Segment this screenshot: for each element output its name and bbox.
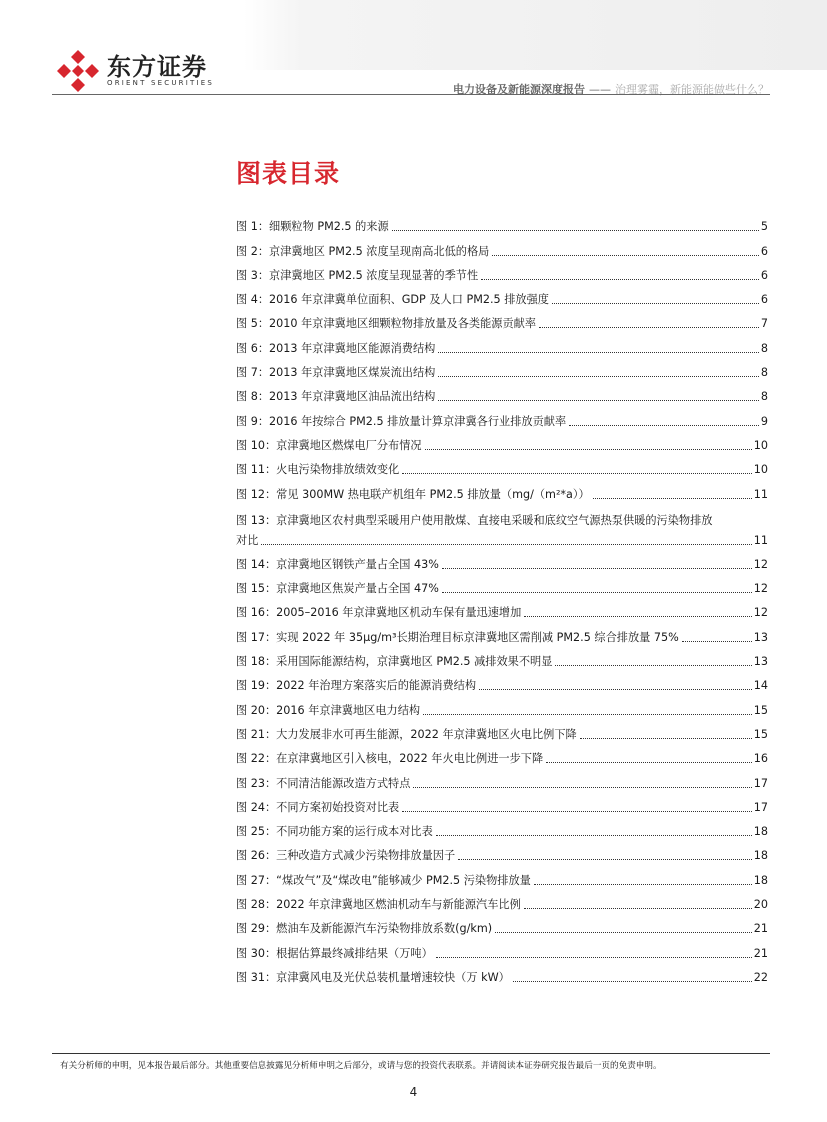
toc-dot-leader [458,859,752,860]
toc-entry[interactable] [236,572,768,596]
toc-dot-leader [539,327,759,328]
toc-entry-title: 图 24：不同方案初始投资对比表 [236,800,400,814]
toc-entry-title: 图 18：采用国际能源结构，京津冀地区 PM2.5 减排效果不明显 [236,655,553,669]
report-title-main: 电力设备及新能源深度报告 [453,83,585,96]
toc-entry-title: 图 12：常见 300MW 热电联产机组年 PM2.5 排放量（mg/（m²*a）） [236,487,590,501]
header-divider [52,94,770,95]
toc-entry-title: 图 16：2005–2016 年京津冀地区机动车保有量迅速增加 [236,606,522,620]
toc-entry[interactable] [236,453,768,477]
toc-dot-leader [436,957,752,958]
toc-dot-leader [438,376,759,377]
toc-entry-page: 7 [760,317,768,331]
toc-dot-leader [492,255,759,256]
toc-dot-leader [495,932,752,933]
toc-entry[interactable] [236,210,768,234]
toc-entry[interactable] [236,596,768,620]
toc-entry-title: 图 3：京津冀地区 PM2.5 浓度呈现显著的季节性 [236,268,479,282]
toc-dot-leader [436,835,752,836]
logo-chinese-name: 东方证券 [107,53,207,81]
report-title-subtitle: 治理雾霾，新能源能做些什么？ [615,83,769,96]
toc-entry[interactable] [236,356,768,380]
toc-dot-leader [546,762,752,763]
toc-entry-title: 图 22：在京津冀地区引入核电，2022 年火电比例进一步下降 [236,752,544,766]
toc-entry-page: 12 [753,582,768,596]
toc-entry[interactable] [236,259,768,283]
toc-entry[interactable] [236,404,768,428]
orient-logo-icon [55,48,101,94]
toc-dot-leader [261,544,751,545]
toc-dot-leader [552,303,759,304]
toc-entry[interactable] [236,742,768,766]
toc-entry[interactable] [236,888,768,912]
toc-dot-leader [481,279,759,280]
toc-entry[interactable] [236,283,768,307]
toc-entry-page: 16 [753,752,768,766]
toc-entry-continuation[interactable] [236,528,768,548]
toc-entry-page: 8 [760,341,768,355]
toc-dot-leader [423,714,752,715]
footer-disclaimer: 有关分析师的申明，见本报告最后部分。其他重要信息披露见分析师申明之后部分，或请与您的投资代表联系。并请阅读本证券研究报告最后一页的免责申明。 [60,1061,662,1071]
toc-entry[interactable] [236,693,768,717]
toc-entry-page: 11 [753,533,768,547]
toc-dot-leader [425,449,752,450]
toc-entry-page: 9 [760,414,768,428]
table-of-figures [236,210,768,985]
toc-dot-leader [392,230,759,231]
toc-entry-page: 15 [753,727,768,741]
toc-entry-title: 图 30：根据估算最终减排结果（万吨） [236,946,433,960]
toc-entry-page: 14 [753,679,768,693]
toc-dot-leader [402,811,752,812]
toc-dot-leader [555,665,751,666]
toc-entry-page: 6 [760,244,768,258]
toc-entry[interactable] [236,936,768,960]
toc-dot-leader [524,908,752,909]
toc-entry-page: 5 [760,220,768,234]
toc-dot-leader [593,498,752,499]
toc-entry[interactable] [236,961,768,985]
toc-entry[interactable] [236,669,768,693]
toc-entry-title: 图 2：京津冀地区 PM2.5 浓度呈现南高北低的格局 [236,244,490,258]
toc-entry[interactable] [236,477,768,501]
toc-entry-page: 8 [760,366,768,380]
toc-dot-leader [682,641,752,642]
toc-dot-leader [438,352,759,353]
toc-entry[interactable] [236,307,768,331]
header-decoration-band [244,0,827,70]
toc-entry-title: 图 23：不同清洁能源改造方式特点 [236,776,411,790]
toc-entry-page: 15 [753,703,768,717]
toc-entry-page: 13 [753,655,768,669]
toc-entry-title: 图 10：京津冀地区燃煤电厂分布情况 [236,438,422,452]
toc-entry[interactable] [236,234,768,258]
toc-entry-page: 10 [753,438,768,452]
toc-entry-title: 图 26：三种改造方式减少污染物排放量因子 [236,849,456,863]
toc-entry-page: 18 [753,825,768,839]
toc-entry-page: 21 [753,922,768,936]
toc-entry[interactable] [236,863,768,887]
toc-dot-leader [402,473,752,474]
toc-dot-leader [479,689,752,690]
toc-entry-page: 21 [753,946,768,960]
toc-entry-page: 17 [753,800,768,814]
toc-entry-title: 图 29：燃油车及新能源汽车污染物排放系数(g/km) [236,922,493,936]
toc-entry-page: 20 [753,898,768,912]
toc-entry-page: 13 [753,630,768,644]
toc-entry-title: 图 6：2013 年京津冀地区能源消费结构 [236,341,436,355]
toc-entry-title: 图 31：京津冀风电及光伏总装机量增速较快（万 kW） [236,970,510,984]
toc-dot-leader [438,400,759,401]
toc-entry-title: 图 11：火电污染物排放绩效变化 [236,463,400,477]
toc-entry-page: 6 [760,268,768,282]
toc-entry-page: 17 [753,776,768,790]
toc-dot-leader [534,884,752,885]
toc-entry-page: 8 [760,390,768,404]
toc-entry-page: 12 [753,557,768,571]
toc-entry[interactable] [236,718,768,742]
toc-dot-leader [442,568,752,569]
toc-entry-title-continued: 对比 [236,533,259,547]
toc-heading: 图表目录 [236,159,341,188]
toc-dot-leader [442,592,752,593]
toc-entry-title: 图 20：2016 年京津冀地区电力结构 [236,703,421,717]
toc-dot-leader [524,616,751,617]
toc-entry-title: 图 15：京津冀地区焦炭产量占全国 47% [236,582,439,596]
toc-entry-page: 10 [753,463,768,477]
toc-dot-leader [569,425,759,426]
toc-entry-title: 图 9：2016 年按综合 PM2.5 排放量计算京津冀各行业排放贡献率 [236,414,567,428]
toc-entry[interactable] [236,502,768,528]
toc-entry-title: 图 27：“煤改气”及“煤改电”能够减少 PM2.5 污染物排放量 [236,873,531,887]
logo-english-name: ORIENT SECURITIES [107,79,215,87]
toc-entry-title: 图 1：细颗粒物 PM2.5 的来源 [236,220,389,234]
toc-entry-title: 图 21：大力发展非水可再生能源，2022 年京津冀地区火电比例下降 [236,727,577,741]
toc-entry-page: 18 [753,873,768,887]
toc-entry[interactable] [236,620,768,644]
toc-entry-title: 图 4：2016 年京津冀单位面积、GDP 及人口 PM2.5 排放强度 [236,293,549,307]
toc-entry-title: 图 19：2022 年治理方案落实后的能源消费结构 [236,679,477,693]
toc-entry-title: 图 17：实现 2022 年 35μg/m³长期治理目标京津冀地区需削减 PM2.5 综合排放量 75% [236,630,679,644]
report-title-separator: —— [589,83,611,96]
toc-entry[interactable] [236,380,768,404]
toc-entry[interactable] [236,645,768,669]
toc-entry-title: 图 25：不同功能方案的运行成本对比表 [236,825,433,839]
toc-dot-leader [580,738,752,739]
toc-entry-title: 图 14：京津冀地区钢铁产量占全国 43% [236,557,439,571]
toc-entry[interactable] [236,839,768,863]
toc-entry-page: 11 [753,487,768,501]
toc-entry-title: 图 5：2010 年京津冀地区细颗粒物排放量及各类能源贡献率 [236,317,537,331]
toc-entry-page: 22 [753,970,768,984]
toc-entry-title: 图 8：2013 年京津冀地区油品流出结构 [236,390,436,404]
toc-entry[interactable] [236,912,768,936]
toc-entry[interactable] [236,548,768,572]
footer-divider [52,1053,770,1054]
toc-dot-leader [413,787,751,788]
toc-entry[interactable] [236,429,768,453]
toc-entry-page: 18 [753,849,768,863]
toc-entry[interactable] [236,791,768,815]
page-number: 4 [409,1085,418,1099]
toc-dot-leader [513,981,752,982]
toc-entry-page: 6 [760,293,768,307]
company-logo [55,48,225,94]
toc-entry[interactable] [236,331,768,355]
toc-entry-page: 12 [753,606,768,620]
toc-entry-title: 图 28：2022 年京津冀地区燃油机动车与新能源汽车比例 [236,898,521,912]
toc-entry[interactable] [236,815,768,839]
toc-entry-title: 图 13：京津冀地区农村典型采暖用户使用散煤、直接电采暖和底纹空气源热泵供暖的污染物排放 [236,513,713,527]
toc-entry[interactable] [236,766,768,790]
toc-entry-title: 图 7：2013 年京津冀地区煤炭流出结构 [236,366,436,380]
